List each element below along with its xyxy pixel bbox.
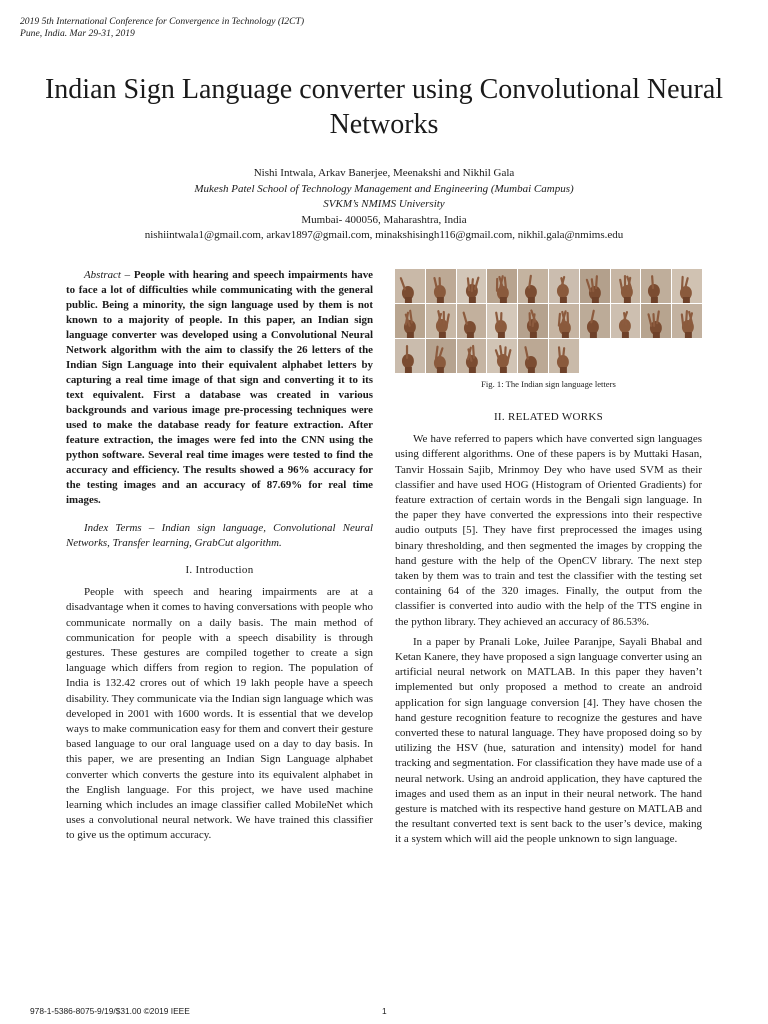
figure-caption: Fig. 1: The Indian sign language letters xyxy=(481,379,616,389)
right-column xyxy=(395,410,702,848)
figure-1 xyxy=(395,269,702,389)
hand-sign-q-icon xyxy=(580,304,610,338)
introduction-heading: I. Introduction xyxy=(185,564,254,576)
related-works-paragraph-2: In a paper by Pranali Loke, Juilee Paranjpe, Sayali Bhabal and Ketan Kanere, they have proposed a sign language converter using an artificial neural network on MATLAB. In this paper they haven’t implemented but only proposed a method to create an android application for sign language conversion [4]. They have chosen the hand gesture recognition feature to recognize the gestures and have converted these to natural language. They have proposed doing so by utilizing the HSV (hue, saturation and intensity) model for hand tracking and segmentation. For classification they have made use of a neural network. Using an android application, they have captured the images and used them as an input in their neural network. The hand gesture is matched with its respective hand gesture on MATLAB and the resultant converted text is sent back to the user’s device, making it a system which will aid the people unknown to sign language. xyxy=(395,635,702,846)
hand-sign-g-icon xyxy=(580,269,610,303)
hand-sign-s-icon xyxy=(641,304,671,338)
hand-sign-m-icon xyxy=(457,304,487,338)
related-works-paragraph-1: We have referred to papers which have converted sign languages using different algorithms. One of these papers is by Muttaki Hasan, Tanvir Hossain Sajib, Mrinmoy Dey who have used SVM as their classifier and have used HOG (Histogram of Oriented Gradients) for feature extraction of certain words in the Bengali sign language. In the paper they have converted the expressions into their respective audio outputs [5]. They have first preprocessed the images using binary thresholding, and then segmented the images by cropping the hand gesture with the help of the OpenCV library. The next step taken by them was to train and test the classifier with the testing set containing 64 of the 320 images. Finally, the output from the classifier is converted into audio with the help of the TTS engine in the python library. They achieved an accuracy of 86.53%. xyxy=(395,433,702,628)
author-university: SVKM’s NMIMS University xyxy=(323,198,445,210)
left-column xyxy=(66,268,373,844)
paper-title: Indian Sign Language converter using Convolutional Neural Networks xyxy=(44,74,724,140)
related-works-heading: II. RELATED WORKS xyxy=(493,411,604,423)
author-city: Mumbai- 400056, Maharashtra, India xyxy=(301,213,467,226)
hand-sign-u-icon xyxy=(395,339,425,373)
conference-location: Pune, India. Mar 29-31, 2019 xyxy=(20,28,135,39)
hand-sign-z-icon xyxy=(549,339,579,373)
hand-sign-f-icon xyxy=(549,269,579,303)
hand-sign-o-icon xyxy=(518,304,548,338)
author-emails: nishiintwala1@gmail.com, arkav1897@gmail.com, minakshisingh116@gmail.com, nikhil.gala@nmims.edu xyxy=(144,229,624,241)
hand-sign-r-icon xyxy=(611,304,641,338)
hand-sign-h-icon xyxy=(611,269,641,303)
hand-sign-n-icon xyxy=(487,304,517,338)
hand-sign-y-icon xyxy=(518,339,548,373)
abstract xyxy=(66,268,373,508)
hand-sign-p-icon xyxy=(549,304,579,338)
sign-letter-image-grid xyxy=(395,269,702,373)
hand-sign-t-icon xyxy=(672,304,702,338)
hand-sign-d-icon xyxy=(487,269,517,303)
conference-name: 2019 5th International Conference for Convergence in Technology (I2CT) xyxy=(20,16,305,27)
hand-sign-v-icon xyxy=(426,339,456,373)
hand-sign-k-icon xyxy=(395,304,425,338)
footer-isbn: 978-1-5386-8075-9/19/$31.00 ©2019 IEEE xyxy=(30,1006,190,1016)
hand-sign-j-icon xyxy=(672,269,702,303)
page-number: 1 xyxy=(382,1006,387,1016)
hand-sign-e-icon xyxy=(518,269,548,303)
abstract-label: Abstract – xyxy=(84,269,131,281)
index-terms: Index Terms – Indian sign language, Convolutional Neural Networks, Transfer learning, GrabCut algorithm. xyxy=(66,522,373,549)
author-names: Nishi Intwala, Arkav Banerjee, Meenakshi and Nikhil Gala xyxy=(253,167,515,179)
abstract-text: People with hearing and speech impairments have to face a lot of difficulties while communicating with the general public. Being a minority, the sign language used by them is not known to a majority of people. In this paper, an Indian sign language converter was developed using a Convolutional Neural Network algorithm with the aim to classify the 26 letters of the Indian Sign Language into their equivalent alphabet letters by capturing a real time image of that sign and converting it to its text equivalent. First a database was created in various backgrounds and various image pre-processing techniques were used to make the database ready for feature extraction. After feature extraction, the images were fed into the CNN using the python software. Several real time images were tested to find the accuracy and efficiency. The results showed a 96% accuracy for the testing images and an accuracy of 87.69% for real time images. xyxy=(66,269,373,506)
hand-sign-b-icon xyxy=(426,269,456,303)
conference-header xyxy=(20,16,304,40)
hand-sign-x-icon xyxy=(487,339,517,373)
hand-sign-a-icon xyxy=(395,269,425,303)
introduction-text: People with speech and hearing impairments are at a disadvantage when it comes to having conversations with people who communicate normally on a daily basis. The main method of communication for people with a speech disability is through gestures. These gestures are compiled together to create a sign language which differs from region to region. The population of India is 132.42 crores out of which 19 lakh people have a speech disability. They communicate via the Indian sign language which was developed in 2001 with 1600 words. It is essential that we develop ways to make communication easy for them and convert their gesture based language to our oral language used on a day to day basis. In this paper, we are presenting an Indian Sign Language alphabet converter which converts the gesture into its equivalent alphabet in the English language. For this project, we have used machine learning which includes an image classifier called MobileNet which uses a convolutional neural network. We have trained this classifier to give us the optimum accuracy. xyxy=(66,586,374,842)
hand-sign-c-icon xyxy=(457,269,487,303)
author-block xyxy=(20,166,748,244)
author-school: Mukesh Patel School of Technology Management and Engineering (Mumbai Campus) xyxy=(194,182,574,195)
hand-sign-l-icon xyxy=(426,304,456,338)
hand-sign-w-icon xyxy=(457,339,487,373)
hand-sign-i-icon xyxy=(641,269,671,303)
